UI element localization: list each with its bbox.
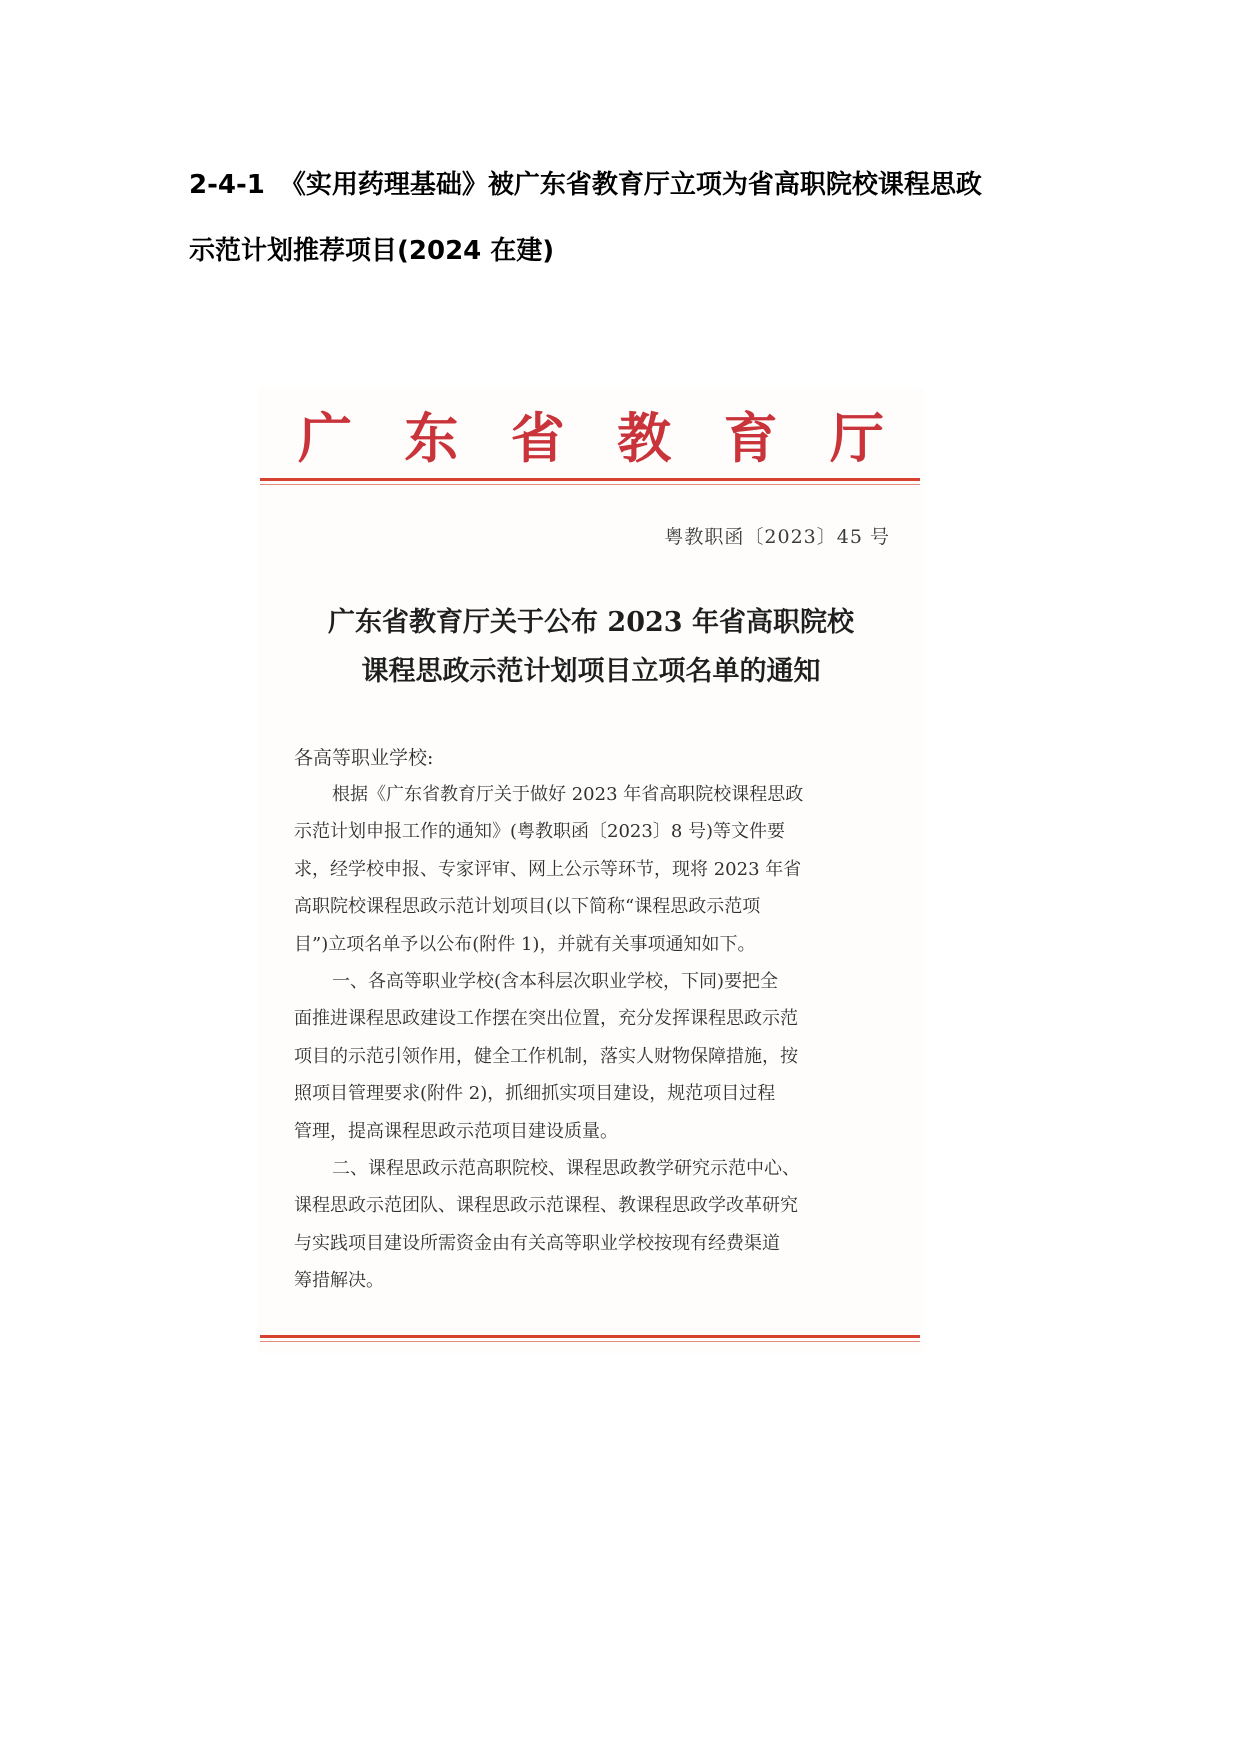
body-line: 面推进课程思政建设工作摆在突出位置，充分发挥课程思政示范 [294, 1008, 798, 1030]
body-line: 筹措解决。 [294, 1270, 384, 1292]
body-line: 课程思政示范团队、课程思政示范课程、教课程思政学改革研究 [294, 1195, 798, 1217]
body-line: 与实践项目建设所需资金由有关高等职业学校按现有经费渠道 [294, 1232, 780, 1254]
notice-title-line-1: 广东省教育厅关于公布 2023 年省高职院校 [328, 607, 854, 638]
body-line: 根据《广东省教育厅关于做好 2023 年省高职院校课程思政 [332, 784, 804, 805]
letterhead-char: 东 [404, 406, 459, 470]
notice-title [258, 598, 924, 696]
notice-title-line-2: 课程思政示范计划项目立项名单的通知 [361, 656, 821, 687]
body-line: 目”)立项名单予以公布(附件 1)，并就有关事项通知如下。 [294, 933, 756, 955]
footer-red-rule-thin [260, 1341, 920, 1342]
body-line: 项目的示范引领作用，健全工作机制，落实人财物保障措施，按 [294, 1045, 798, 1067]
scanned-notice-image [258, 388, 924, 1353]
letterhead-char: 育 [723, 406, 778, 470]
page-heading [189, 152, 1069, 284]
body-line: 二、课程思政示范高职院校、课程思政教学研究示范中心、 [332, 1158, 800, 1180]
body-line: 管理，提高课程思政示范项目建设质量。 [294, 1120, 618, 1142]
letterhead-char: 广 [298, 406, 352, 470]
letterhead-char: 厅 [829, 406, 884, 470]
document-number: 粤教职函〔2023〕45 号 [664, 526, 890, 548]
page-heading-line-1: 2-4-1 《实用药理基础》被广东省教育厅立项为省高职院校课程思政 [189, 170, 982, 200]
letterhead-char: 省 [510, 406, 565, 470]
letterhead-red-rule-thin [260, 484, 920, 485]
salutation: 各高等职业学校: [294, 747, 434, 769]
body-line: 求，经学校申报、专家评审、网上公示等环节，现将 2023 年省 [294, 858, 802, 880]
letterhead-red-rule [260, 478, 920, 481]
letterhead-agency-name [258, 406, 924, 470]
body-line: 一、各高等职业学校(含本科层次职业学校，下同)要把全 [332, 971, 779, 993]
footer-red-rule [260, 1335, 920, 1338]
body-line: 示范计划申报工作的通知》(粤教职函〔2023〕8 号)等文件要 [294, 821, 786, 843]
notice-body [294, 776, 900, 1300]
page-heading-line-2: 示范计划推荐项目(2024 在建) [189, 236, 555, 266]
letterhead-char: 教 [617, 406, 672, 470]
body-line: 照项目管理要求(附件 2)，抓细抓实项目建设，规范项目过程 [294, 1083, 776, 1105]
body-line: 高职院校课程思政示范计划项目(以下简称“课程思政示范项 [294, 896, 761, 918]
